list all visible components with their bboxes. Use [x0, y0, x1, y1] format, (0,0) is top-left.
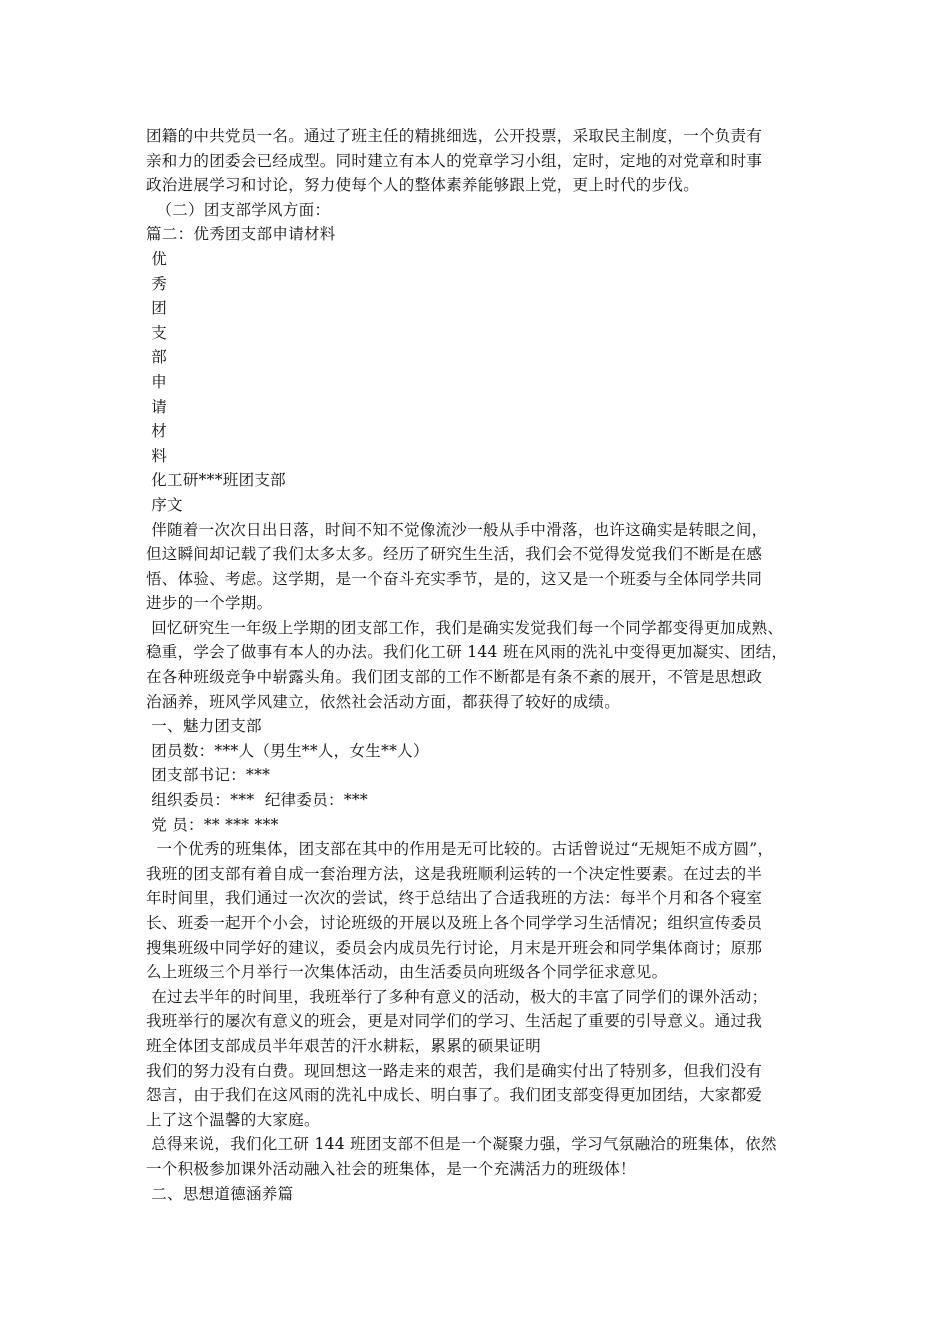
text-line: 团员数：***人（男生**人，女生**人）	[146, 741, 429, 760]
text-line: 进步的一个学期。	[146, 594, 273, 613]
text-line: 团	[146, 299, 168, 318]
text-line: 年时间里，我们通过一次次的尝试，终于总结出了合适我班的方法：每半个月和各个寝室	[146, 889, 763, 908]
text-line: 请	[146, 397, 168, 416]
text-line: 我班举行的屡次有意义的班会，更是对同学们的学习、生活起了重要的引导意义。通过我	[146, 1012, 763, 1031]
text-line: 一个优秀的班集体，团支部在其中的作用是无可比较的。古话曾说过“无规矩不成方圆”，	[146, 840, 774, 859]
text-line: 在各种班级竞争中崭露头角。我们团支部的工作不断都是有条不紊的展开，不管是思想政	[146, 668, 763, 687]
text-line: 一、魅力团支部	[146, 717, 262, 736]
text-line: 一个积极参加课外活动融入社会的班集体，是一个充满活力的班级体！	[146, 1159, 636, 1178]
text-line: 秀	[146, 274, 168, 293]
text-line: 我们的努力没有白费。现回想这一路走来的艰苦，我们是确实付出了特别多，但我们没有	[146, 1061, 763, 1080]
text-line: 长、班委一起开个小会，讨论班级的开展以及班上各个同学学习生活情况；组织宣传委员	[146, 914, 763, 932]
text-line: 申	[146, 372, 168, 391]
text-line: 团籍的中共党员一名。通过了班主任的精挑细选，公开投票，采取民主制度，一个负责有	[146, 127, 763, 145]
text-line: 化工研***班团支部	[146, 471, 286, 490]
text-line: 料	[146, 446, 168, 465]
text-line: 材	[146, 422, 168, 441]
text-line: 二、思想道德涵养篇	[146, 1184, 294, 1203]
text-line: 治涵养，班风学风建立，依然社会活动方面，都获得了较好的成绩。	[146, 692, 621, 711]
text-line: 篇二：优秀团支部申请材料	[146, 225, 336, 244]
text-line: 政治进展学习和讨论，努力使每个人的整体素养能够跟上党，更上时代的步伐。	[146, 176, 700, 195]
text-line: 我班的团支部有着自成一套治理方法，这是我班顺利运转的一个决定性要素。在过去的半	[146, 864, 763, 883]
text-line: 回忆研究生一年级上学期的团支部工作，我们是确实发觉我们每一个同学都变得更加成熟、	[146, 618, 784, 637]
text-line: 总得来说，我们化工研 144 班团支部不但是一个凝聚力强，学习气氛融洽的班集体，依然	[146, 1135, 777, 1154]
text-line: 怨言，由于我们在这风雨的洗礼中成长、明白事了。我们团支部变得更加团结，大家都爱	[146, 1086, 763, 1105]
document-body	[146, 124, 814, 1206]
text-line: 稳重，学会了做事有本人的办法。我们化工研 144 班在风雨的洗礼中变得更加凝实、团结，	[146, 643, 788, 662]
text-line: 党 员：** *** ***	[146, 815, 279, 834]
text-line: 么上班级三个月举行一次集体活动，由生活委员向班级各个同学征求意见。	[146, 963, 668, 982]
text-line: 序文	[146, 495, 183, 514]
text-line: 搜集班级中同学好的建议，委员会内成员先行讨论，月末是开班会和同学集体商讨；原那	[146, 938, 763, 957]
text-line: 悟、体验、考虑。这学期，是一个奋斗充实季节，是的，这又是一个班委与全体同学共同	[146, 569, 763, 588]
text-line: 团支部书记：***	[146, 766, 271, 785]
text-line: 亲和力的团委会已经成型。同时建立有本人的党章学习小组，定时，定地的对党章和时事	[146, 151, 763, 170]
text-line: 组织委员：*** 纪律委员：***	[146, 791, 368, 810]
text-line: 支	[146, 323, 168, 342]
text-line: 但这瞬间却记载了我们太多太多。经历了研究生生活，我们会不觉得发觉我们不断是在感	[146, 545, 763, 564]
text-line: 部	[146, 348, 168, 367]
text-line: 优	[146, 249, 168, 268]
text-line: 伴随着一次次日出日落，时间不知不觉像流沙一般从手中滑落，也许这确实是转眼之间，	[146, 520, 768, 539]
text-line: （二）团支部学风方面：	[146, 200, 331, 219]
text-line: 上了这个温馨的大家庭。	[146, 1110, 320, 1129]
text-line: 班全体团支部成员半年艰苦的汗水耕耘，累累的硕果证明	[146, 1036, 542, 1055]
text-line: 在过去半年的时间里，我班举行了多种有意义的活动，极大的丰富了同学们的课外活动；	[146, 987, 768, 1006]
